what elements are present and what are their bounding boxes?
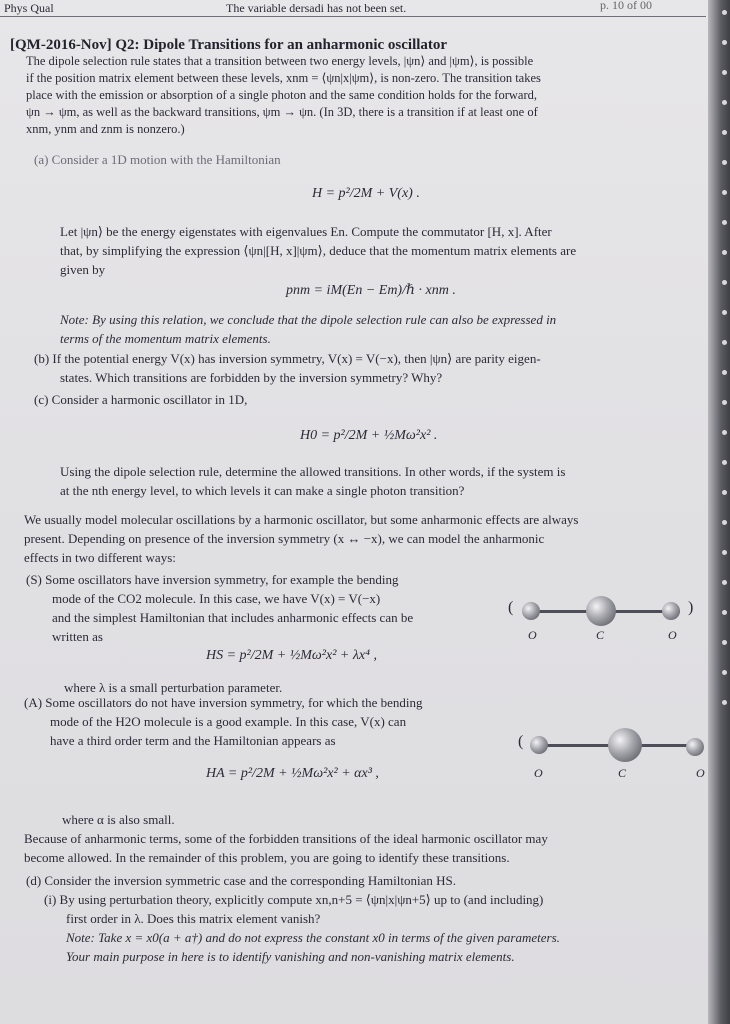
part-b-line: (b) If the potential energy V(x) has inversion symmetry, V(x) = V(−x), then |ψn⟩ are parity eigen- bbox=[34, 351, 541, 366]
header-center: The variable dersadi has not been set. bbox=[226, 1, 407, 15]
part-d-line: first order in λ. Does this matrix element vanish? bbox=[66, 911, 321, 926]
case-a-line: have a third order term and the Hamiltonian appears as bbox=[50, 733, 336, 748]
part-a-note bbox=[60, 310, 556, 348]
atom-carbon bbox=[586, 596, 616, 626]
note-line: Note: By using this relation, we conclude that the dipole selection rule can also be expressed in bbox=[60, 312, 557, 327]
co2-molecule-diagram: ( ) O C O bbox=[508, 596, 708, 642]
part-d-note: Note: Take x = x0(a + a†) and do not express the constant x0 in terms of the given parameters. bbox=[66, 930, 560, 945]
atom-label: O bbox=[528, 628, 537, 642]
atom-label: O bbox=[534, 766, 543, 780]
part-b bbox=[34, 349, 541, 387]
equation-hamiltonian: H = p²/2M + V(x) . bbox=[312, 186, 420, 201]
header-page-number: p. 10 of 00 bbox=[600, 0, 652, 12]
closing-line: Because of anharmonic terms, some of the forbidden transitions of the ideal harmonic oscillator may bbox=[24, 831, 548, 846]
intro-line: xnm, ynm and znm is nonzero.) bbox=[26, 122, 185, 136]
closing-line: where α is also small. bbox=[62, 812, 175, 827]
anharmonic-line: effects in two different ways: bbox=[24, 550, 176, 565]
intro-line: The dipole selection rule states that a transition between two energy levels, |ψn⟩ and |ψm⟩, is possible bbox=[26, 54, 534, 68]
part-c-line: at the nth energy level, to which levels it can make a single photon transition? bbox=[60, 483, 465, 498]
equation-harmonic: H0 = p²/2M + ½Mω²x² . bbox=[300, 428, 438, 443]
part-d-line: (i) By using perturbation theory, explicitly compute xn,n+5 = ⟨ψn|x|ψn+5⟩ up to (and including) bbox=[44, 892, 544, 907]
atom-label: C bbox=[618, 766, 627, 780]
atom-carbon bbox=[608, 728, 642, 762]
part-b-line: states. Which transitions are forbidden by the inversion symmetry? Why? bbox=[60, 370, 443, 385]
part-a-text bbox=[60, 222, 576, 279]
binder-edge bbox=[708, 0, 730, 1024]
atom-label: O bbox=[668, 628, 677, 642]
header-left: Phys Qual bbox=[4, 1, 54, 15]
intro-line: if the position matrix element between these levels, xnm = ⟨ψn|x|ψm⟩, is non-zero. The transition takes bbox=[26, 71, 541, 85]
atom-oxygen bbox=[686, 738, 704, 756]
case-s-text bbox=[26, 570, 413, 646]
part-a-lead: (a) Consider a 1D motion with the Hamiltonian bbox=[34, 152, 281, 167]
intro-line: place with the emission or absorption of a single photon and the same condition holds for the forward, bbox=[26, 88, 537, 102]
part-c-line: Using the dipole selection rule, determine the allowed transitions. In other words, if the system is bbox=[60, 464, 566, 479]
case-a-text bbox=[24, 693, 422, 750]
h2o-molecule-diagram: ( O C O bbox=[518, 728, 708, 780]
part-c-lead: (c) Consider a harmonic oscillator in 1D, bbox=[34, 392, 248, 407]
problem-title: [QM-2016-Nov] Q2: Dipole Transitions for an anharmonic oscillator bbox=[10, 37, 448, 53]
case-s-line: and the simplest Hamiltonian that includes anharmonic effects can be bbox=[52, 610, 414, 625]
case-s-line: (S) Some oscillators have inversion symmetry, for example the bending bbox=[26, 572, 399, 587]
case-s-after: where λ is a small perturbation parameter. bbox=[64, 680, 283, 695]
case-a-line: (A) Some oscillators do not have inversion symmetry, for which the bending bbox=[24, 695, 423, 710]
part-a-line: that, by simplifying the expression ⟨ψn|[H, x]|ψm⟩, deduce that the momentum matrix elements are bbox=[60, 243, 577, 258]
part-d-lead: (d) Consider the inversion symmetric case and the corresponding Hamiltonian HS. bbox=[26, 873, 456, 888]
anharmonic-intro bbox=[24, 510, 579, 567]
note-line: terms of the momentum matrix elements. bbox=[60, 331, 271, 346]
part-a-line: Let |ψn⟩ be the energy eigenstates with eigenvalues En. Compute the commutator [H, x]. After bbox=[60, 224, 552, 239]
anharmonic-line: We usually model molecular oscillations by a harmonic oscillator, but some anharmonic effects are always bbox=[24, 512, 579, 527]
part-d-note: Your main purpose in here is to identify vanishing and non-vanishing matrix elements. bbox=[66, 949, 515, 964]
intro-line: ψn → ψm, as well as the backward transitions, ψm → ψn. (In 3D, there is a transition if at least one of bbox=[26, 105, 538, 119]
equation-asymmetric: HA = p²/2M + ½Mω²x² + αx³ , bbox=[206, 766, 379, 781]
anharmonic-line: present. Depending on presence of the inversion symmetry (x ↔ −x), we can model the anharmonic bbox=[24, 531, 545, 546]
closing-line: become allowed. In the remainder of this problem, you are going to identify these transitions. bbox=[24, 850, 510, 865]
page-header bbox=[0, 0, 706, 17]
atom-oxygen bbox=[530, 736, 548, 754]
equation-symmetric: HS = p²/2M + ½Mω²x² + λx⁴ , bbox=[206, 648, 378, 663]
closing-paragraph bbox=[24, 810, 548, 867]
atom-label: O bbox=[696, 766, 705, 780]
part-c-text bbox=[60, 462, 565, 500]
case-s-line: mode of the CO2 molecule. In this case, we have V(x) = V(−x) bbox=[52, 591, 381, 606]
equation-momentum: pnm = iM(En − Em)/ℏ · xnm . bbox=[286, 283, 456, 298]
part-a-line: given by bbox=[60, 262, 106, 277]
intro-paragraph bbox=[26, 53, 541, 138]
case-a-line: mode of the H2O molecule is a good example. In this case, V(x) can bbox=[50, 714, 407, 729]
part-d-items bbox=[44, 890, 560, 966]
case-s-line: written as bbox=[52, 629, 103, 644]
atom-oxygen bbox=[662, 602, 680, 620]
atom-label: C bbox=[596, 628, 605, 642]
atom-oxygen bbox=[522, 602, 540, 620]
